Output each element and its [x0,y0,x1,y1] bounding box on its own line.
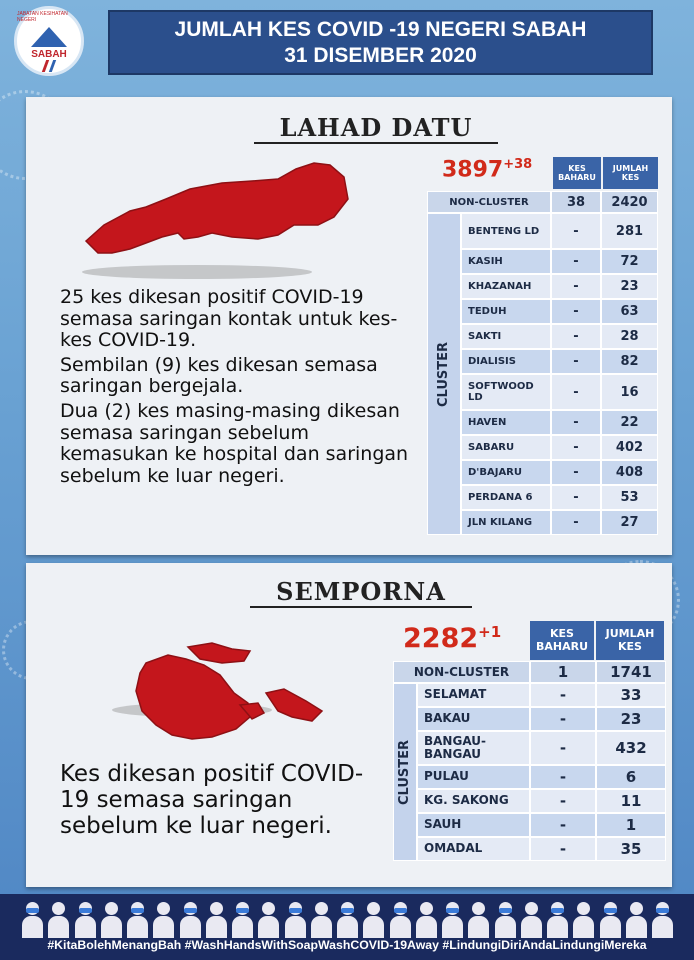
cluster-side-label [427,213,461,535]
cluster-row [461,299,658,324]
cluster-total: 72 [601,249,658,274]
cluster-total: 33 [596,683,666,707]
cluster-total: 11 [596,789,666,813]
frontliner-figure-icon [414,898,438,938]
cluster-new: - [551,410,601,435]
non-cluster-label: NON-CLUSTER [393,661,530,683]
cluster-name: SOFTWOOD LD [461,374,551,410]
frontliner-figure-icon [519,898,543,938]
cluster-name: BANGAU-BANGAU [417,731,530,765]
cluster-new: - [551,324,601,349]
frontliner-figure-icon [283,898,307,938]
col-header-new: KES BAHARU [530,621,594,660]
frontliner-figure-icon [571,898,595,938]
cluster-name: KASIH [461,249,551,274]
cluster-total: 402 [601,435,658,460]
cluster-total: 28 [601,324,658,349]
new-cases-value: +38 [503,157,533,172]
frontliner-figure-icon [73,898,97,938]
cluster-new: - [530,765,596,789]
sabah-health-logo [14,6,84,76]
frontliner-figure-icon [230,898,254,938]
frontliner-figure-icon [309,898,333,938]
semporna-panel [26,563,672,887]
description-paragraph: Dua (2) kes masing-masing dikesan semasa saringan sebelum kemasukan ke hospital dan saringan sebelum ke luar negeri. [60,399,409,487]
description-paragraph: 25 kes dikesan positif COVID-19 semasa saringan kontak untuk kes-kes COVID-19. [60,286,398,352]
cluster-row [417,683,666,707]
cluster-row [461,435,658,460]
cluster-new: - [530,707,596,731]
frontliner-figure-icon [650,898,674,938]
frontliner-figure-icon [20,898,44,938]
cluster-row [417,707,666,731]
logo-text: SABAH [31,48,67,60]
cluster-name: KG. SAKONG [417,789,530,813]
cluster-new: - [551,485,601,510]
cluster-side-label [393,683,417,861]
cluster-row [417,789,666,813]
cluster-new: - [530,837,596,861]
cluster-name: SELAMAT [417,683,530,707]
col-header-total: JUMLAH KES [596,621,664,660]
cluster-row [461,274,658,299]
non-cluster-row [427,191,658,213]
frontliner-figure-icon [361,898,385,938]
cluster-new: - [551,510,601,535]
cluster-row [461,460,658,485]
cluster-row [417,731,666,765]
frontliner-figure-icon [256,898,280,938]
non-cluster-total: 1741 [596,661,666,683]
logo-top-text: JABATAN KESIHATAN NEGERI [17,10,68,23]
cluster-new: - [530,683,596,707]
non-cluster-total: 2420 [601,191,658,213]
cluster-total: 23 [601,274,658,299]
cluster-new: - [530,813,596,837]
cluster-total: 82 [601,349,658,374]
cluster-row [461,324,658,349]
new-cases-value: +1 [478,623,502,641]
semporna-map-icon [116,641,336,751]
cluster-total: 22 [601,410,658,435]
cluster-total: 16 [601,374,658,410]
footer-banner [0,894,694,960]
district-title: SEMPORNA [250,577,472,608]
cluster-name: SABARU [461,435,551,460]
district-title: LAHAD DATU [254,113,498,144]
page-title [108,10,653,75]
cluster-new: - [551,274,601,299]
cluster-new: - [551,460,601,485]
mountain-icon [31,27,67,47]
cluster-name: BAKAU [417,707,530,731]
frontliner-figure-icon [440,898,464,938]
cluster-new: - [530,731,596,765]
frontliner-figure-icon [204,898,228,938]
frontliner-figure-icon [493,898,517,938]
cluster-new: - [551,435,601,460]
frontliner-figures [20,898,674,938]
cluster-new: - [530,789,596,813]
total-cases-value: 2282 [403,623,479,654]
lahad-datu-map-icon [82,159,352,269]
cluster-total: 432 [596,731,666,765]
cluster-row [417,813,666,837]
frontliner-figure-icon [178,898,202,938]
cluster-label: CLUSTER [436,341,452,407]
total-cases [442,157,532,182]
case-description: Kes dikesan positif COVID-19 semasa saringan sebelum ke luar negeri. [60,761,364,839]
title-line-2: 31 DISEMBER 2020 [284,43,477,67]
cluster-total: 281 [601,213,658,249]
cluster-name: SAUH [417,813,530,837]
case-description [60,287,420,490]
frontliner-figure-icon [466,898,490,938]
title-line-1: JUMLAH KES COVID -19 NEGERI SABAH [174,17,587,41]
cluster-name: PULAU [417,765,530,789]
cluster-new: - [551,249,601,274]
cluster-total: 23 [596,707,666,731]
cluster-row [461,410,658,435]
cluster-name: DIALISIS [461,349,551,374]
non-cluster-label: NON-CLUSTER [427,191,551,213]
cluster-row [461,349,658,374]
non-cluster-new: 38 [551,191,601,213]
description-paragraph: Sembilan (9) kes dikesan semasa saringan bergejala. [60,353,378,398]
cluster-row [461,510,658,535]
cluster-row [461,213,658,249]
cluster-name: PERDANA 6 [461,485,551,510]
cluster-total: 408 [601,460,658,485]
frontliner-figure-icon [151,898,175,938]
cluster-new: - [551,349,601,374]
cluster-name: OMADAL [417,837,530,861]
frontliner-figure-icon [335,898,359,938]
non-cluster-row [393,661,666,683]
cluster-name: TEDUH [461,299,551,324]
cluster-total: 35 [596,837,666,861]
cluster-total: 53 [601,485,658,510]
frontliner-figure-icon [598,898,622,938]
cluster-row [461,249,658,274]
cluster-new: - [551,299,601,324]
frontliner-figure-icon [99,898,123,938]
cluster-total: 27 [601,510,658,535]
cluster-name: BENTENG LD [461,213,551,249]
cluster-row [461,374,658,410]
col-header-new: KES BAHARU [553,157,601,189]
cluster-total: 6 [596,765,666,789]
non-cluster-new: 1 [530,661,596,683]
cluster-total: 63 [601,299,658,324]
cluster-name: JLN KILANG [461,510,551,535]
lahad-datu-panel [26,97,672,555]
cluster-name: HAVEN [461,410,551,435]
frontliner-figure-icon [125,898,149,938]
hashtags: #KitaBolehMenangBah #WashHandsWithSoapWashCOVID-19Away #LindungiDiriAndaLindungiMereka [47,938,647,952]
col-header-total: JUMLAH KES [603,157,658,189]
cluster-new: - [551,213,601,249]
frontliner-figure-icon [46,898,70,938]
cluster-label: CLUSTER [397,739,413,805]
cluster-name: KHAZANAH [461,274,551,299]
frontliner-figure-icon [545,898,569,938]
total-cases-value: 3897 [442,157,504,183]
frontliner-figure-icon [624,898,648,938]
cluster-name: SAKTI [461,324,551,349]
cluster-row [461,485,658,510]
cluster-total: 1 [596,813,666,837]
cluster-new: - [551,374,601,410]
frontliner-figure-icon [388,898,412,938]
cluster-row [417,765,666,789]
cluster-name: D'BAJARU [461,460,551,485]
total-cases [403,623,501,654]
stripe-icon [42,60,56,72]
cluster-row [417,837,666,861]
